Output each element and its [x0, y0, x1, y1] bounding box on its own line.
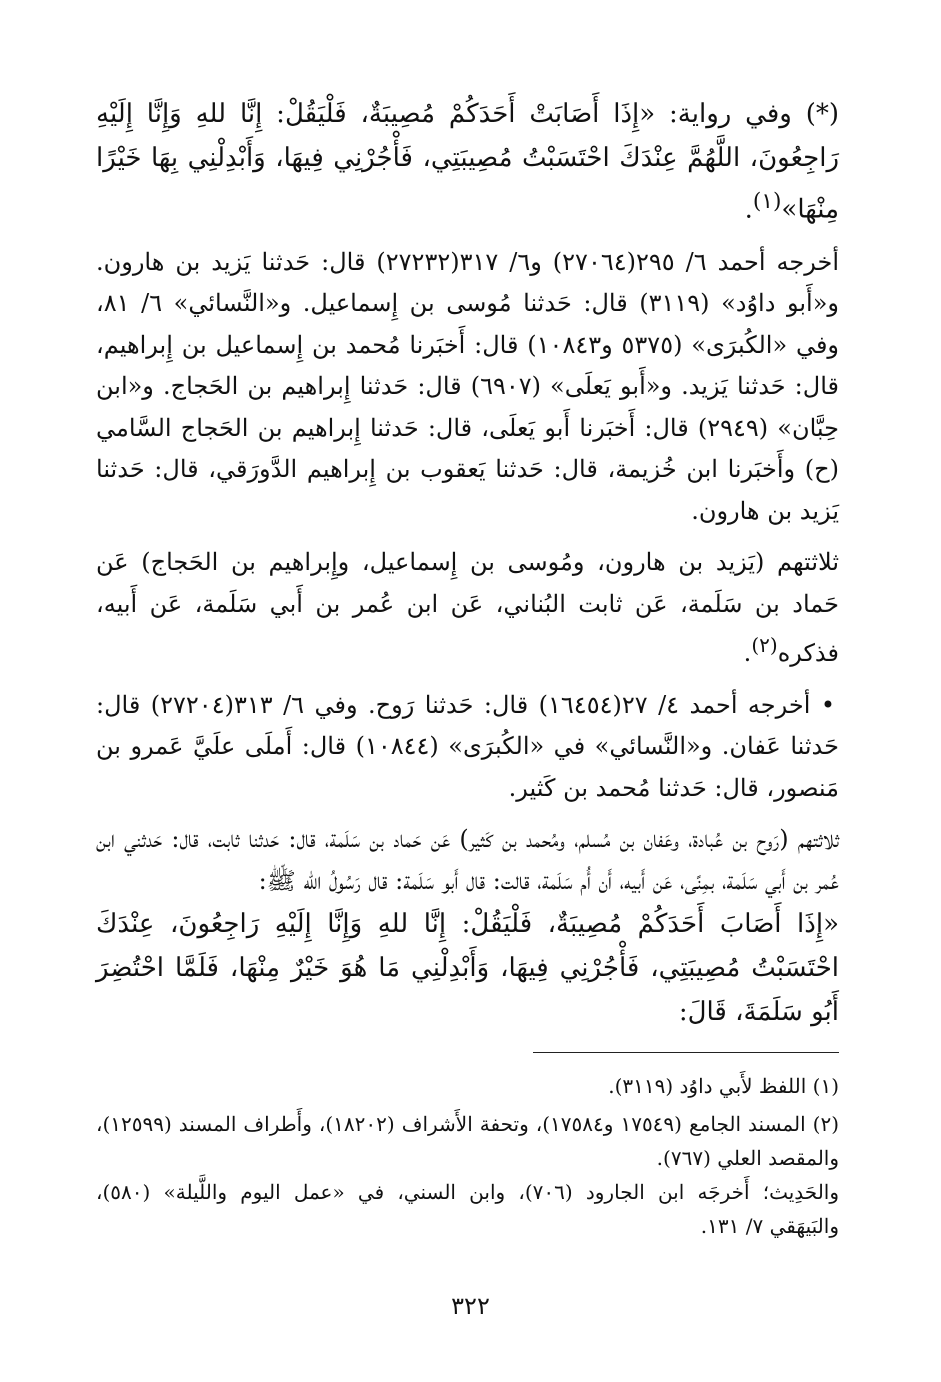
footnote-ref-2: (٢)	[751, 633, 778, 658]
takhrij-paragraph-1: أخرجه أحمد ٦/ ٢٩٥(٢٧٠٦٤) و٦/ ٣١٧(٢٧٢٣٢) قال: حَدثنا يَزيد بن هارون. و«أَبو داوُد» (٣١١٩) قال: حَدثنا مُوسى بن إِسماعيل. و«النَّسائي» ٦/ ٨١، وفي «الكُبرَى» (٥٣٧٥ و١٠٨٤٣) قال: أَخبَرنا مُحمد بن إِسماعيل بن إِبراهيم، قال: حَدثنا يَزيد. و«أَبو يَعلَى» (٦٩٠٧) قال: حَدثنا إِبراهيم بن الحَجاج. و«ابن حِبَّان» (٢٩٤٩) قال: أَخبَرنا أَبو يَعلَى، قال: حَدثنا إِبراهيم بن الحَجاج السَّامي (ح) وأَخبَرنا ابن خُزيمة، قال: حَدثنا يَعقوب بن إِبراهيم الدَّورَقي، قال: حَدثنا يَزيد بن هارون.	[96, 247, 840, 525]
takhrij-paragraph-2	[96, 685, 839, 810]
riwaya-paragraph	[96, 92, 839, 232]
thalathatuhum-text-1: ثلاثتهم (يَزيد بن هارون، ومُوسى بن إِسماعيل، وإِبراهيم بن الحَجاج) عَن حَماد بن سَلَمة، عَن ثابت البُناني، عَن ابن عُمر بن أَبي سَلَمة، عَن أَبيه، فذكره	[96, 548, 839, 668]
bullet-marker: •	[820, 690, 835, 719]
hadith-paragraph: «إِذَا أَصَابَ أَحَدَكُمْ مُصِيبَةٌ، فَلْيَقُلْ: إِنَّا للهِ وَإِنَّا إِلَيْهِ رَاجِعُونَ، عِنْدَكَ احْتَسَبْتُ مُصِيبَتِي، فَأْجُرْنِي فِيهَا، وَأَبْدِلْنِي مَا هُوَ خَيْرٌ مِنْهَا، فَلَمَّا احْتُضِرَ أَبُو سَلَمَةَ، قَالَ:	[96, 909, 839, 1028]
footnote-2: (٢) المسند الجامع (١٧٥٤٩ و١٧٥٨٤)، وتحفة الأَشراف (١٨٢٠٢)، وأَطراف المسند (١٢٥٩٩)، والمقصد العلي (٧٦٧).	[96, 1112, 840, 1171]
riwaya-text: (*) وفي رواية: «إِذَا أَصَابَتْ أَحَدَكُمْ مُصِيبَةٌ، فَلْيَقُلْ: إِنَّا للهِ وَإِنَّا إِلَيْهِ رَاجِعُونَ، اللَّهُمَّ عِنْدَكَ احْتَسَبْتُ مُصِيبَتِي، فَأْجُرْنِي فِيهَا، وَأَبْدِلْنِي بِهَا خَيْرًا مِنْهَا»	[96, 99, 839, 225]
riwaya-end: .	[744, 194, 753, 225]
page-number: ٣٢٢	[451, 1292, 490, 1320]
thalathatuhum-paragraph-2: ثلاثتهم (رَوح بن عُبادة، وعَفان بن مُسلم، ومُحمد بن كَثير) عَن حَماد بن سَلَمة، قال: حَدثنا ثابت، قال: حَدثني ابن عُمر بن أَبي سَلَمة، بمِنًى، عَن أَبيه، أَن أُم سَلَمة، قالت: قال أَبو سَلَمة: قال رَسُولُ الله ﷺ:	[96, 825, 839, 895]
footnote-2-continued: والحَدِيث؛ أَخرجَه ابن الجارود (٧٠٦)، وابن السني، في «عمل اليوم واللَّيلة» (٥٨٠)، والبَيهَقي ٧/ ١٣١.	[96, 1180, 839, 1239]
footnote-ref-1: (١)	[752, 189, 782, 214]
thalathatuhum-paragraph-1	[96, 542, 839, 675]
takhrij-text-2: أخرجه أحمد ٤/ ٢٧(١٦٤٥٤) قال: حَدثنا رَوح. وفي ٦/ ٣١٣(٢٧٢٠٤) قال: حَدثنا عَفان. و«النَّسائي» في «الكُبرَى» (١٠٨٤٤) قال: أَملَى علَيَّ عَمرو بن مَنصور، قال: حَدثنا مُحمد بن كَثير.	[96, 690, 839, 802]
footnote-divider	[533, 1052, 839, 1053]
footnote-1: (١) اللفظ لأَبي داوُد (٣١١٩).	[608, 1074, 839, 1099]
thalathatuhum-end-1: .	[743, 639, 752, 668]
